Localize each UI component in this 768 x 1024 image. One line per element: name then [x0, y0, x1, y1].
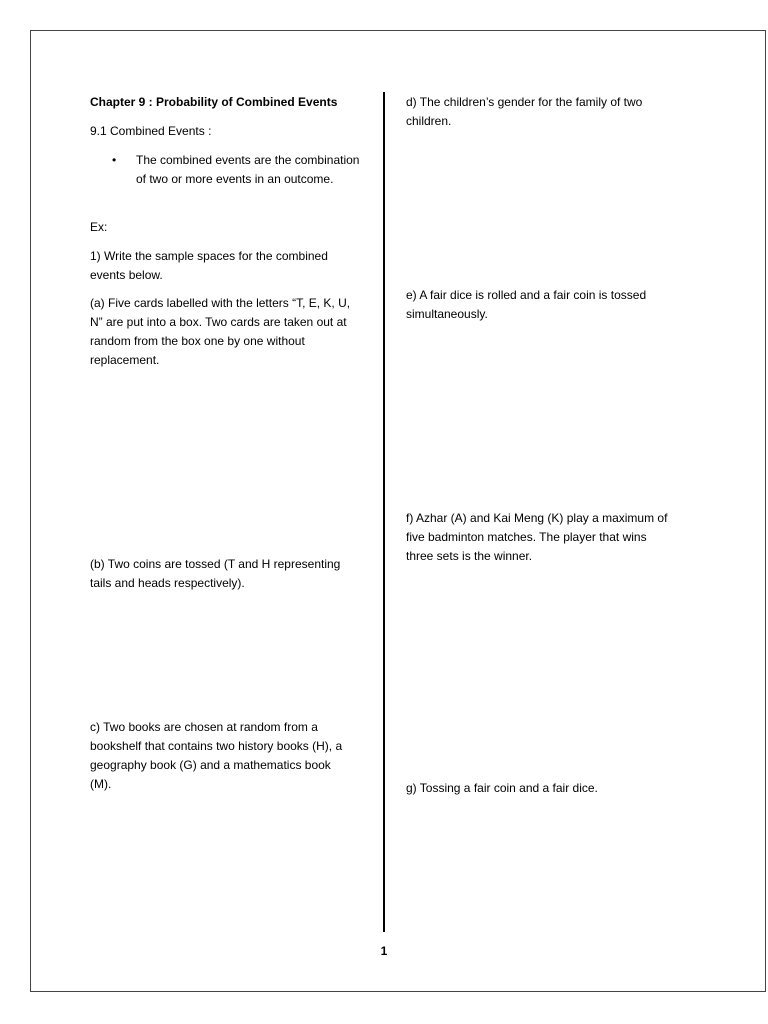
section-title: 9.1 Combined Events : — [90, 124, 212, 138]
item-d: d) The children’s gender for the family of two children. — [406, 95, 643, 128]
item-b: (b) Two coins are tossed (T and H representing tails and heads respectively). — [90, 557, 341, 590]
page-number: 1 — [380, 944, 388, 958]
bullet-icon: • — [112, 153, 117, 167]
item-e: e) A fair dice is rolled and a fair coin is tossed simultaneously. — [406, 288, 647, 321]
column-divider — [383, 92, 385, 932]
example-label: Ex: — [90, 220, 108, 234]
item-a: (a) Five cards labelled with the letters “T, E, K, U, N” are put into a box. Two cards are taken out at random from the box one by one without replacement. — [90, 296, 351, 367]
question-1: 1) Write the sample spaces for the combined events below. — [90, 249, 328, 282]
item-c: c) Two books are chosen at random from a bookshelf that contains two history books (H), a geography book (G) and a mathematics book (M). — [90, 720, 343, 791]
item-f: f) Azhar (A) and Kai Meng (K) play a maximum of five badminton matches. The player that wins three sets is the winner. — [406, 511, 668, 563]
bullet-list-item — [112, 151, 362, 189]
item-g: g) Tossing a fair coin and a fair dice. — [406, 781, 598, 795]
chapter-title: Chapter 9 : Probability of Combined Events — [90, 95, 338, 109]
bullet-text: The combined events are the combination of two or more events in an outcome. — [136, 153, 360, 186]
